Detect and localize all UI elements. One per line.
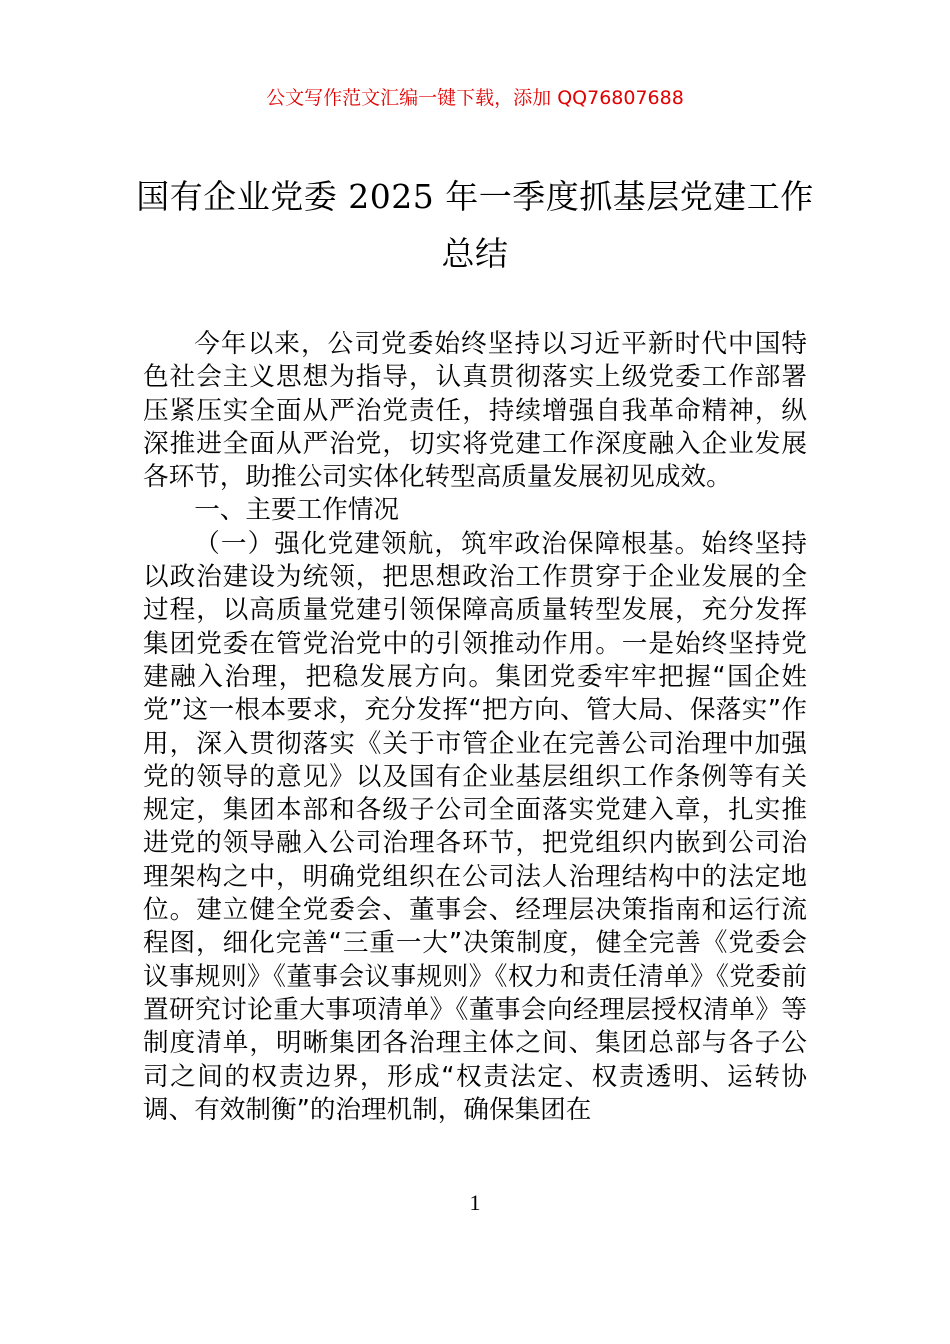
document-title: 国有企业党委 2025 年一季度抓基层党建工作总结: [136, 177, 814, 273]
document-body: [143, 328, 807, 1127]
section-heading: 一、主要工作情况: [194, 495, 399, 526]
intro-paragraph: 今年以来，公司党委始终坚持以习近平新时代中国特色社会主义思想为指导，认真贯彻落实上级党委工作部署压紧压实全面从严治党责任，持续增强自我革命精神，纵深推进全面从严治党，切实将党建工作深度融入企业发展各环节，助推公司实体化转型高质量发展初见成效。: [143, 329, 807, 493]
body-paragraph: （一）强化党建领航，筑牢政治保障根基。始终坚持以政治建设为统领，把思想政治工作贯穿于企业发展的全过程，以高质量党建引领保障高质量转型发展，充分发挥集团党委在管党治党中的引领推动作用。一是始终坚持党建融入治理，把稳发展方向。集团党委牢牢把握“国企姓党”这一根本要求，充分发挥“把方向、管大局、保落实”作用，深入贯彻落实《关于市管企业在完善公司治理中加强党的领导的意见》以及国有企业基层组织工作条例等有关规定，集团本部和各级子公司全面落实党建入章，扎实推进党的领导融入公司治理各环节，把党组织内嵌到公司治理架构之中，明确党组织在公司法人治理结构中的法定地位。建立健全党委会、董事会、经理层决策指南和运行流程图，细化完善“三重一大”决策制度，健全完善《党委会议事规则》《董事会议事规则》《权力和责任清单》《党委前置研究讨论重大事项清单》《董事会向经理层授权清单》等制度清单，明晰集团各治理主体之间、集团总部与各子公司之间的权责边界，形成“权责法定、权责透明、运转协调、有效制衡”的治理机制，确保集团在: [143, 528, 807, 1125]
download-notice: 公文写作范文汇编一键下载，添加 QQ76807688: [266, 87, 684, 109]
page-number: 1: [469, 1190, 481, 1215]
